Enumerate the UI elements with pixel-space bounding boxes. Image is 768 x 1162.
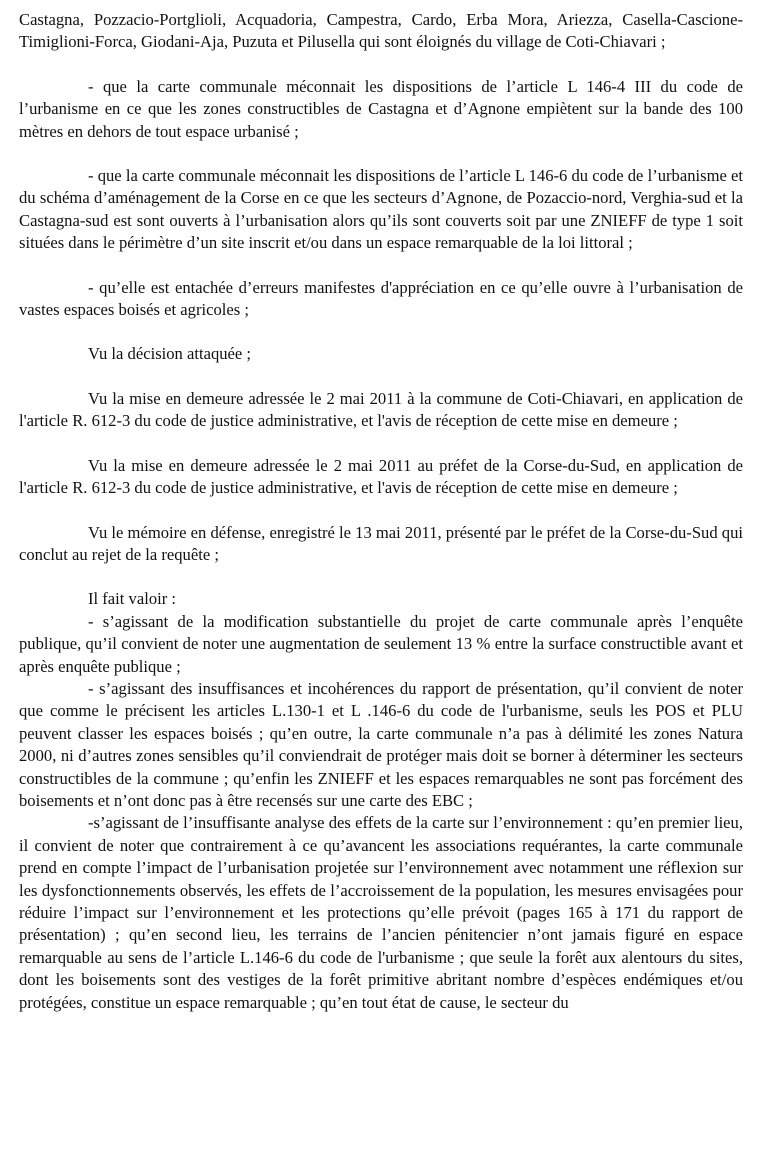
paragraph-insuffisances-rapport: - s’agissant des insuffisances et incohérences du rapport de présentation, qu’il convient de noter que comme le précisent les articles L.130-1 et L .146-6 du code de l'urbanisme, seuls les POS et PLU peuvent classer les espaces boisés ; qu’en outre, la carte communale n’a pas à délimité les zones Natura 2000, ni d’autres zones sensibles qu’il conviendrait de protéger mais doit se borner à déterminer les secteurs constructibles de la commune ; qu’enfin les ZNIEFF et les espaces remarquables ne sont pas forcément des boisements et n’ont donc pas à être recensés sur une carte des EBC ;	[19, 678, 743, 810]
paragraph-article-l146-4: - que la carte communale méconnait les dispositions de l’article L 146-4 III du code de l’urbanisme en ce que les zones constructibles de Castagna et d’Agnone empiètent sur la bande des 100 mètres en dehors de tout espace urbanisé ;	[19, 76, 743, 141]
paragraph-memoire-defense: Vu le mémoire en défense, enregistré le 13 mai 2011, présenté par le préfet de la Corse-du-Sud qui conclut au rejet de la requête ;	[19, 522, 743, 564]
paragraph-il-fait-valoir: Il fait valoir :	[88, 589, 177, 609]
document-page	[19, 9, 743, 1014]
paragraph-decision-attaquee: Vu la décision attaquée ;	[88, 344, 252, 364]
paragraph-erreurs-manifestes: - qu’elle est entachée d’erreurs manifestes d'appréciation en ce qu’elle ouvre à l’urbanisation de vastes espaces boisés et agricoles ;	[19, 277, 743, 320]
paragraph-locality-list: Castagna, Pozzacio-Portglioli, Acquadoria, Campestra, Cardo, Erba Mora, Ariezza, Casella-Cascione-Timiglioni-Forca, Giodani-Aja, Puzuta et Pilusella qui sont éloignés du village de Coti-Chiavari ;	[19, 10, 743, 52]
paragraph-analyse-environnement: -s’agissant de l’insuffisante analyse des effets de la carte sur l’environnement : qu’en premier lieu, il convient de noter que contrairement à ce qu’avancent les associations requérantes, la carte communale prend en compte l’impact de l’urbanisation projetée sur l’environnement avec notamment une réflexion sur les dysfonctionnements observés, les effets de l’accroissement de la population, les mesures envisagées pour réduire l’impact sur l’environnement et les protections qu’elle prévoit (pages 165 à 171 du rapport de présentation) ; qu’en second lieu, les terrains de l’ancien pénitencier n’ont jamais figuré en espace remarquable au sens de l’article L.146-6 du code de l'urbanisme ; que seule la forêt aux alentours du sites, dont les boisements sont des vestiges de la forêt primitive abritant nombre d’espèces endémiques et/ou protégées, constitue un espace remarquable ; qu’en tout état de cause, le secteur du	[19, 813, 743, 1012]
paragraph-mise-en-demeure-prefet: Vu la mise en demeure adressée le 2 mai 2011 au préfet de la Corse-du-Sud, en application de l'article R. 612-3 du code de justice administrative, et l'avis de réception de cette mise en demeure ;	[19, 455, 743, 498]
paragraph-article-l146-6: - que la carte communale méconnait les dispositions de l’article L 146-6 du code de l’urbanisme et du schéma d’aménagement de la Corse en ce que les secteurs d’Agnone, de Pozaccio-nord, Verghia-sud et la Castagna-sud est sont ouverts à l’urbanisation alors qu’ils sont couverts soit par une ZNIEFF de type 1 soit situées dans le périmètre d’un site inscrit et/ou dans un espace remarquable de la loi littoral ;	[19, 166, 743, 253]
paragraph-mise-en-demeure-commune: Vu la mise en demeure adressée le 2 mai 2011 à la commune de Coti-Chiavari, en application de l'article R. 612-3 du code de justice administrative, et l'avis de réception de cette mise en demeure ;	[19, 388, 743, 431]
paragraph-modification-substantielle: - s’agissant de la modification substantielle du projet de carte communale après l’enquête publique, qu’il convient de noter une augmentation de seulement 13 % entre la surface constructible avant et après enquête publique ;	[19, 611, 743, 676]
